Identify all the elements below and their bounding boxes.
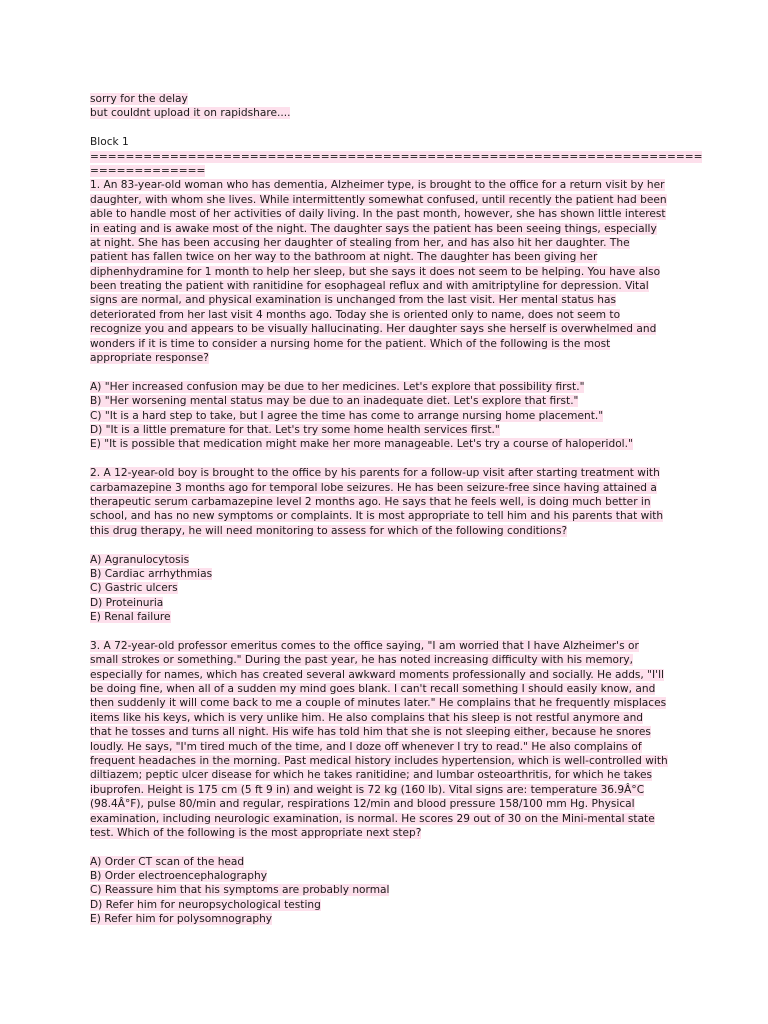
question-text-line: diphenhydramine for 1 month to help her sleep, but she says it does not seem to be helping. You have also <box>90 265 661 278</box>
question-text-line: carbamazepine 3 months ago for temporal lobe seizures. He has been seizure-free since having attained a <box>90 481 657 494</box>
intro-line: but couldnt upload it on rapidshare.... <box>90 107 291 120</box>
question-text-line: able to handle most of her activities of daily living. In the past month, however, she has shown little interest <box>90 208 666 221</box>
answer-option: E) Renal failure <box>90 611 171 624</box>
answer-option: C) Reassure him that his symptoms are probably normal <box>90 884 390 897</box>
answer-option: D) Refer him for neuropsychological testing <box>90 898 321 911</box>
answer-option: E) "It is possible that medication might make her more manageable. Let's try a course of haloperidol." <box>90 438 633 451</box>
question-text-line: therapeutic serum carbamazepine level 2 months ago. He says that he feels well, is doing much better in <box>90 495 651 508</box>
question-text-line: especially for names, which has created several awkward moments professionally and socially. He adds, "I'll <box>90 668 664 681</box>
question-text-line: 3. A 72-year-old professor emeritus comes to the office saying, "I am worried that I have Alzheimer's or <box>90 639 639 652</box>
answer-option: A) Agranulocytosis <box>90 553 190 566</box>
answer-option: E) Refer him for polysomnography <box>90 913 273 926</box>
answer-option: D) "It is a little premature for that. Let's try some home health services first." <box>90 423 500 436</box>
intro-line: sorry for the delay <box>90 93 188 105</box>
answer-option: D) Proteinuria <box>90 596 164 609</box>
question-text-line: appropriate response? <box>90 352 209 365</box>
question-text-line: deteriorated from her last visit 4 months ago. Today she is oriented only to name, does not seem to <box>90 308 621 321</box>
question-text-line: then suddenly it will come back to me a couple of minutes later." He complains that he frequently misplaces <box>90 697 667 710</box>
question-text-line: school, and has no new symptoms or complaints. It is most appropriate to tell him and his parents that with <box>90 510 664 523</box>
question-text-line: loudly. He says, "I'm tired much of the time, and I doze off whenever I try to read." He also complains of <box>90 740 642 753</box>
separator-line: ============= <box>90 164 206 177</box>
answer-option: A) "Her increased confusion may be due to her medicines. Let's explore that possibility first." <box>90 380 585 393</box>
answer-option: A) Order CT scan of the head <box>90 855 245 868</box>
question-text-line: be doing fine, when all of a sudden my mind goes blank. I can't recall something I should easily know, and <box>90 683 656 696</box>
question-2 <box>90 466 690 624</box>
question-text-line: been treating the patient with ranitidine for esophageal reflux and with amitriptyline for depression. Vital <box>90 280 649 293</box>
answer-option: B) Cardiac arrhythmias <box>90 567 213 580</box>
question-text-line: small strokes or something." During the past year, he has noted increasing difficulty with his memory, <box>90 654 634 667</box>
question-text-line: diltiazem; peptic ulcer disease for which he takes ranitidine; and lumbar osteoarthritis, for which he takes <box>90 769 653 782</box>
question-text-line: (98.4Â°F), pulse 80/min and regular, respirations 12/min and blood pressure 158/100 mm Hg. Physical <box>90 798 635 811</box>
question-text-line: this drug therapy, he will need monitoring to assess for which of the following conditions? <box>90 524 568 537</box>
question-text-line: at night. She has been accusing her daughter of stealing from her, and has also hit her daughter. The <box>90 236 630 249</box>
question-text-line: signs are normal, and physical examination is unchanged from the last visit. Her mental status has <box>90 294 616 307</box>
question-text-line: frequent headaches in the morning. Past medical history includes hypertension, which is well-controlled with <box>90 754 668 767</box>
question-text-line: patient has fallen twice on her way to the bathroom at night. The daughter has been giving her <box>90 251 598 264</box>
question-text-line: that he tosses and turns all night. His wife has told him that she is not sleeping either, because he snores <box>90 726 651 739</box>
question-text-line: items like his keys, which is very unlike him. He also complains that his sleep is not restful anymore and <box>90 711 644 724</box>
question-1 <box>90 178 690 451</box>
answer-option: C) "It is a hard step to take, but I agree the time has come to arrange nursing home placement." <box>90 409 604 422</box>
answer-option: C) Gastric ulcers <box>90 582 178 595</box>
question-text-line: recognize you and appears to be visually hallucinating. Her daughter says she herself is overwhelmed and <box>90 323 657 336</box>
question-text-line: 1. An 83-year-old woman who has dementia, Alzheimer type, is brought to the office for a return visit by her <box>90 179 665 192</box>
answer-option: B) "Her worsening mental status may be due to an inadequate diet. Let's explore that first." <box>90 395 579 408</box>
question-text-line: 2. A 12-year-old boy is brought to the office by his parents for a follow-up visit after starting treatment with <box>90 467 660 480</box>
question-text-line: daughter, with whom she lives. While intermittently somewhat confused, until recently the patient had been <box>90 193 667 206</box>
question-text-line: examination, including neurologic examination, is normal. He scores 29 out of 30 on the Mini-mental state <box>90 812 655 825</box>
question-text-line: wonders if it is time to consider a nursing home for the patient. Which of the following is the most <box>90 337 611 350</box>
separator-line: ===================================================================== <box>90 150 703 163</box>
block-title: Block 1 <box>90 136 129 149</box>
answer-option: B) Order electroencephalography <box>90 870 268 883</box>
question-text-line: ibuprofen. Height is 175 cm (5 ft 9 in) and weight is 72 kg (160 lb). Vital signs are: temperature 36.9Â°C <box>90 783 645 796</box>
question-3 <box>90 639 690 927</box>
question-text-line: in eating and is awake most of the night. The daughter says the patient has been seeing things, especially <box>90 222 657 235</box>
question-text-line: test. Which of the following is the most appropriate next step? <box>90 826 422 839</box>
document-body <box>90 92 703 927</box>
